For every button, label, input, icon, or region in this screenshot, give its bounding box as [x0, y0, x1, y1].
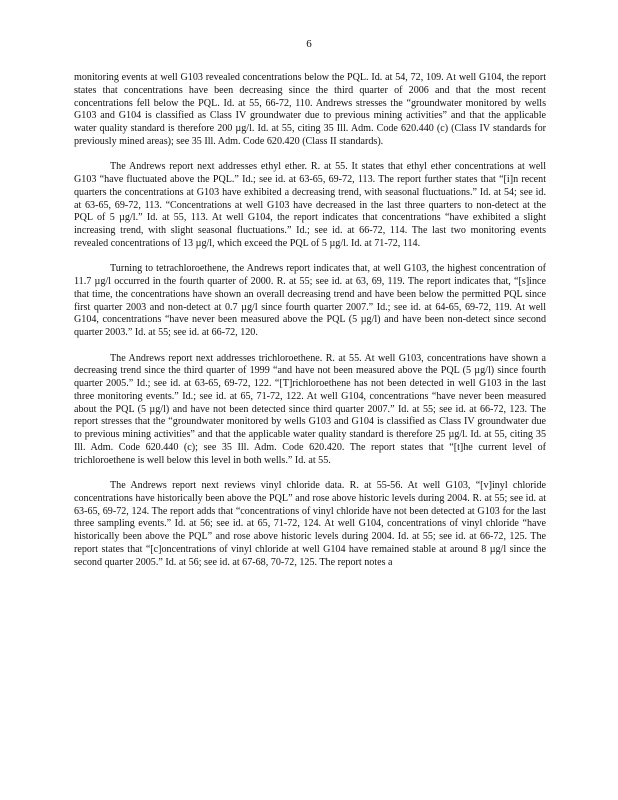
paragraph-ethyl-ether: The Andrews report next addresses ethyl ether. R. at 55. It states that ethyl ether concentrations at well G103 “have fluctuated above the PQL.” Id.; see id. at 63-65, 69-72, 113. The report further states that “[i]n recent quarters the concentrations at G103 have exhibited a decreasing trend, with seasonal fluctuations.” Id. at 54; see id. at 63-65, 69-72, 113. “Concentrations at well G103 have decreased in the last three quarters to non-detect at the PQL of 5 µg/l.” Id. at 55, 113. At well G104, the report indicates that concentrations “have exhibited a slight increasing trend, with slight seasonal fluctuations.” Id.; see id. at 66-72, 114. The last two monitoring events revealed concentrations of 13 µg/l, which exceed the PQL of 5 µg/l. Id. at 71-72, 114.	[74, 161, 546, 249]
paragraph-tetrachloroethene: Turning to tetrachloroethene, the Andrews report indicates that, at well G103, the highest concentration of 11.7 µg/l occurred in the fourth quarter of 2000. R. at 55; see id. at 63, 69, 119. The report indicates that, “[s]ince that time, the concentrations have shown an overall decreasing trend and have been below the permitted PQL since first quarter 2003 and non-detect at 0.7 µg/l since fourth quarter 2007.” Id.; see id. at 64-65, 69-72, 119. At well G104, concentrations “have never been measured above the PQL (5 µg/l) and have been non-detect since second quarter 2003.” Id. at 55; see id. at 66-72, 120.	[74, 263, 546, 338]
body-text	[74, 72, 546, 582]
paragraph-vinyl-chloride: The Andrews report next reviews vinyl chloride data. R. at 55-56. At well G103, “[v]inyl chloride concentrations have historically been above the PQL” and rose above historic levels during 2004. R. at 55; see id. at 63-65, 69-72, 124. The report adds that “concentrations of vinyl chloride have not been detected at G103 for the last three sampling events.” Id. at 56; see id. at 65, 71-72, 124. At well G104, concentrations of vinyl chloride “have historically been above the PQL” and rose above historic levels during 2004. Id. at 55; see id. at 66-72, 125. The report states that “[c]oncentrations of vinyl chloride at well G104 have remained stable at around 8 µg/l since the second quarter 2005.” Id. at 56; see id. at 67-68, 70-72, 125. The report notes a	[74, 480, 546, 568]
paragraph-trichloroethene: The Andrews report next addresses trichloroethene. R. at 55. At well G103, concentrations have shown a decreasing trend since the third quarter of 1999 “and have not been measured above the PQL (5 µg/l) since fourth quarter 2005.” Id.; see id. at 63-65, 69-72, 122. “[T]richloroethene has not been detected in well G103 in the last three monitoring events.” Id.; see id. at 65, 71-72, 122. At well G104, concentrations “have never been measured about the PQL (5 µg/l) and have not been detected since third quarter 2007.” Id. at 55; see id. at 66-72, 123. The report stresses that the “groundwater monitored by wells G103 and G104 is classified as Class IV groundwater due to previous mining activities” and that the applicable water quality standard is therefore 25 µg/l. Id. at 55, citing 35 Ill. Adm. Code 620.440 (c); see 35 Ill. Adm. Code 620.420. The report states that “[t]he current level of trichloroethene is well below this level in both wells.” Id. at 55.	[74, 352, 546, 466]
page-number: 6	[306, 38, 312, 50]
paragraph-continuation: monitoring events at well G103 revealed concentrations below the PQL. Id. at 54, 72, 109. At well G104, the report states that concentrations have been decreasing since the third quarter of 2006 and that the most recent concentrations fell below the PQL. Id. at 55, 66-72, 110. Andrews stresses the “groundwater monitored by wells G103 and G104 is classified as Class IV groundwater due to previous mining activities” and that the applicable water quality standard is therefore 200 µg/l. Id. at 55, citing 35 Ill. Adm. Code 620.440 (c) (Class IV standards for previously mined areas); see 35 Ill. Adm. Code 620.420 (Class II standards).	[74, 72, 546, 147]
